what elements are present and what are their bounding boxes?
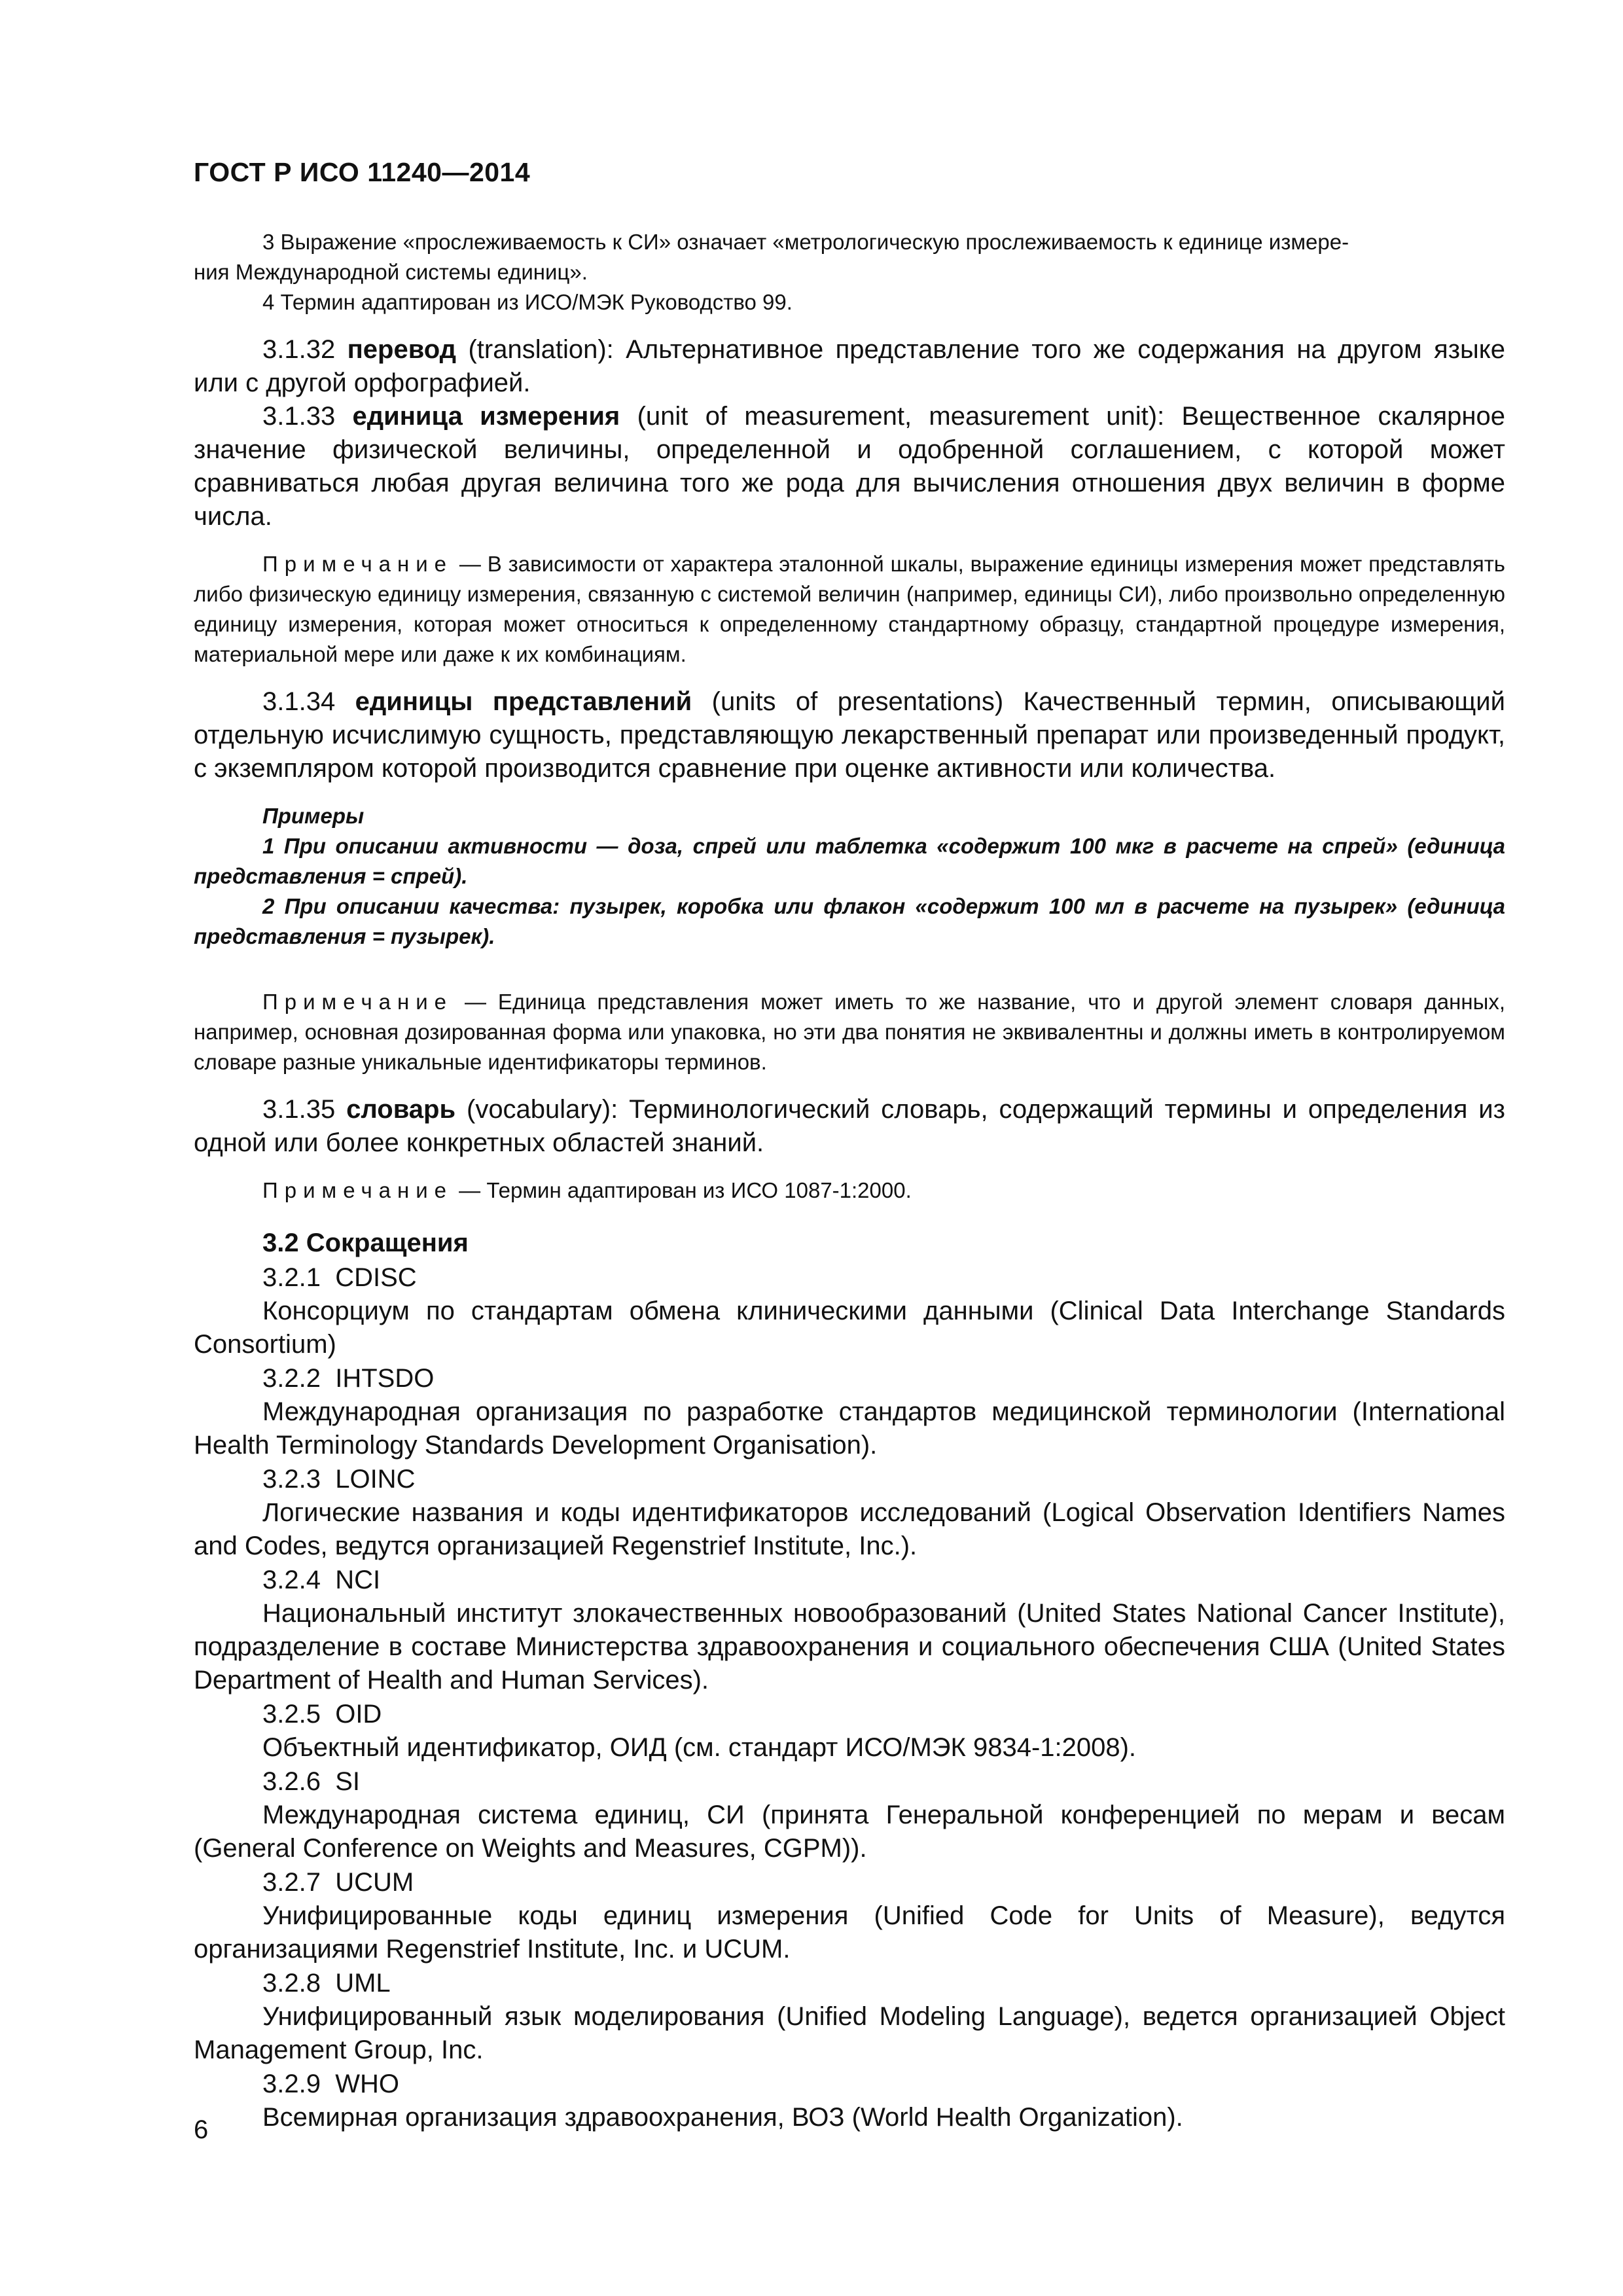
term-number: 3.1.33 bbox=[262, 402, 336, 431]
abbreviation-number: 3.2.9 bbox=[262, 2070, 321, 2098]
abbreviation-text: Консорциум по стандартам обмена клиническими данными (Clinical Data Interchange Standards Consortium) bbox=[194, 1297, 1505, 1359]
term-definition: (unit of measurement, measurement unit): Вещественное скалярное значение физической величины, определенной и одобренной соглашением, с которой может сравниваться любая другая величина того же рода для вычисления отношения двух величин в форме числа. bbox=[194, 402, 1505, 531]
note-label: Примечание bbox=[262, 990, 454, 1014]
abbreviation-heading bbox=[194, 1697, 1505, 1731]
note-label: Примечание bbox=[262, 552, 454, 576]
document-page bbox=[194, 157, 1505, 2134]
term-3-1-35 bbox=[194, 1093, 1505, 1160]
term-3-1-32 bbox=[194, 333, 1505, 400]
term-definition: (units of presentations) Качественный термин, описывающий отдельную исчислимую сущность, представляющую лекарственный препарат или произведенный продукт, с экземпляром которой производится сравнение при оценке активности или количества. bbox=[194, 687, 1505, 783]
abbreviation-number: 3.2.7 bbox=[262, 1868, 321, 1897]
note-3-1-33 bbox=[194, 549, 1505, 670]
abbreviation-code: WHO bbox=[335, 2070, 399, 2098]
abbreviation-heading bbox=[194, 1865, 1505, 1899]
section-heading-3-2: 3.2 Сокращения bbox=[262, 1229, 469, 1257]
abbreviation-number: 3.2.2 bbox=[262, 1364, 321, 1393]
example-1: 1 При описании активности — доза, спрей или таблетка «содержит 100 мкг в расчете на спрей» (единица представления = спрей). bbox=[194, 834, 1505, 888]
abbreviation-code: SI bbox=[335, 1767, 360, 1796]
term-3-1-34 bbox=[194, 685, 1505, 785]
abbreviation-heading bbox=[194, 1966, 1505, 2000]
term-definition: (vocabulary): Терминологический словарь, содержащий термины и определения из одной или более конкретных областей знаний. bbox=[194, 1095, 1505, 1157]
example-2: 2 При описании качества: пузырек, коробка или флакон «содержит 100 мл в расчете на пузырек» (единица представления = пузырек). bbox=[194, 894, 1505, 948]
term-definition: (translation): Альтернативное представление того же содержания на другом языке или с другой орфографией. bbox=[194, 335, 1505, 397]
abbreviation-item bbox=[194, 1966, 1505, 2067]
abbreviation-item bbox=[194, 1697, 1505, 1765]
abbreviation-number: 3.2.1 bbox=[262, 1263, 321, 1292]
abbreviation-item bbox=[194, 1765, 1505, 1865]
abbreviation-text: Унифицированные коды единиц измерения (Unified Code for Units of Measure), ведутся организациями Regenstrief Institute, Inc. и UCUM. bbox=[194, 1901, 1505, 1964]
abbreviation-text: Унифицированный язык моделирования (Unified Modeling Language), ведется организацией Object Management Group, Inc. bbox=[194, 2002, 1505, 2064]
note-4: 4 Термин адаптирован из ИСО/МЭК Руководство 99. bbox=[262, 290, 793, 314]
abbreviation-item bbox=[194, 1462, 1505, 1563]
abbreviation-number: 3.2.6 bbox=[262, 1767, 321, 1796]
abbreviation-text: Международная система единиц, СИ (принята Генеральной конференцией по мерам и весам (General Conference on Weights and Measures, CGPM)). bbox=[194, 1801, 1505, 1863]
examples-label: Примеры bbox=[262, 804, 365, 828]
abbreviation-code: LOINC bbox=[335, 1465, 416, 1494]
abbreviation-text: Объектный идентификатор, ОИД (см. стандарт ИСО/МЭК 9834-1:2008). bbox=[262, 1733, 1137, 1762]
abbreviation-item bbox=[194, 2067, 1505, 2134]
note-3-line1: 3 Выражение «прослеживаемость к СИ» означает «метрологическую прослеживаемость к единице измере- bbox=[262, 230, 1349, 254]
note-label: Примечание bbox=[262, 1178, 454, 1202]
abbreviation-item bbox=[194, 1865, 1505, 1966]
term-name: перевод bbox=[347, 335, 457, 364]
abbreviation-number: 3.2.4 bbox=[262, 1566, 321, 1594]
term-name: единица измерения bbox=[352, 402, 620, 431]
abbreviation-text: Международная организация по разработке стандартов медицинской терминологии (International Health Terminology Standards Development Organisation). bbox=[194, 1397, 1505, 1460]
page-number: 6 bbox=[194, 2115, 209, 2144]
term-name: словарь bbox=[346, 1095, 456, 1124]
abbreviation-number: 3.2.8 bbox=[262, 1969, 321, 1998]
abbreviation-text: Всемирная организация здравоохранения, ВОЗ (World Health Organization). bbox=[262, 2103, 1183, 2132]
abbreviation-number: 3.2.3 bbox=[262, 1465, 321, 1494]
abbreviation-code: UCUM bbox=[335, 1868, 414, 1897]
term-number: 3.1.34 bbox=[262, 687, 336, 716]
abbreviation-text: Национальный институт злокачественных новообразований (United States National Cancer Institute), подразделение в составе Министерства здравоохранения и социального обеспечения США (United States Department of Health and Human Services). bbox=[194, 1599, 1505, 1695]
abbreviation-code: OID bbox=[335, 1700, 382, 1729]
abbreviation-item bbox=[194, 1563, 1505, 1697]
term-3-1-33 bbox=[194, 400, 1505, 533]
note-text: — Единица представления может иметь то же название, что и другой элемент словаря данных, например, основная дозированная форма или упаковка, но эти два понятия не эквивалентны и должны иметь в контролируемом словаре разные уникальные идентификаторы терминов. bbox=[194, 990, 1505, 1074]
abbreviation-heading bbox=[194, 1563, 1505, 1597]
note-text: — В зависимости от характера эталонной шкалы, выражение единицы измерения может представлять либо физическую единицу измерения, связанную с системой величин (например, единицы СИ), либо произвольно определенную единицу измерения, которая может относиться к определенному стандартному образцу, стандартной процедуре измерения, материальной мере или даже к их комбинациям. bbox=[194, 552, 1505, 666]
abbreviation-heading bbox=[194, 1361, 1505, 1395]
note-text: — Термин адаптирован из ИСО 1087-1:2000. bbox=[453, 1178, 912, 1202]
abbreviation-heading bbox=[194, 1261, 1505, 1295]
note-3-1-34 bbox=[194, 987, 1505, 1077]
term-number: 3.1.32 bbox=[262, 335, 336, 364]
abbreviation-heading bbox=[194, 1765, 1505, 1799]
abbreviation-code: UML bbox=[335, 1969, 391, 1998]
abbreviation-heading bbox=[194, 1462, 1505, 1496]
note-3-1-35 bbox=[194, 1175, 1505, 1206]
abbreviation-number: 3.2.5 bbox=[262, 1700, 321, 1729]
abbreviations-list bbox=[194, 1261, 1505, 2134]
abbreviation-heading bbox=[194, 2067, 1505, 2101]
abbreviation-code: IHTSDO bbox=[335, 1364, 435, 1393]
abbreviation-code: NCI bbox=[335, 1566, 381, 1594]
abbreviation-text: Логические названия и коды идентификаторов исследований (Logical Observation Identifiers Names and Codes, ведутся организацией Regenstrief Institute, Inc.). bbox=[194, 1498, 1505, 1560]
term-name: единицы представлений bbox=[355, 687, 692, 716]
page-header: ГОСТ Р ИСО 11240—2014 bbox=[194, 157, 531, 187]
abbreviation-item bbox=[194, 1261, 1505, 1361]
abbreviation-code: CDISC bbox=[335, 1263, 417, 1292]
term-number: 3.1.35 bbox=[262, 1095, 336, 1124]
note-3-line2: ния Международной системы единиц». bbox=[194, 260, 588, 284]
abbreviation-item bbox=[194, 1361, 1505, 1462]
